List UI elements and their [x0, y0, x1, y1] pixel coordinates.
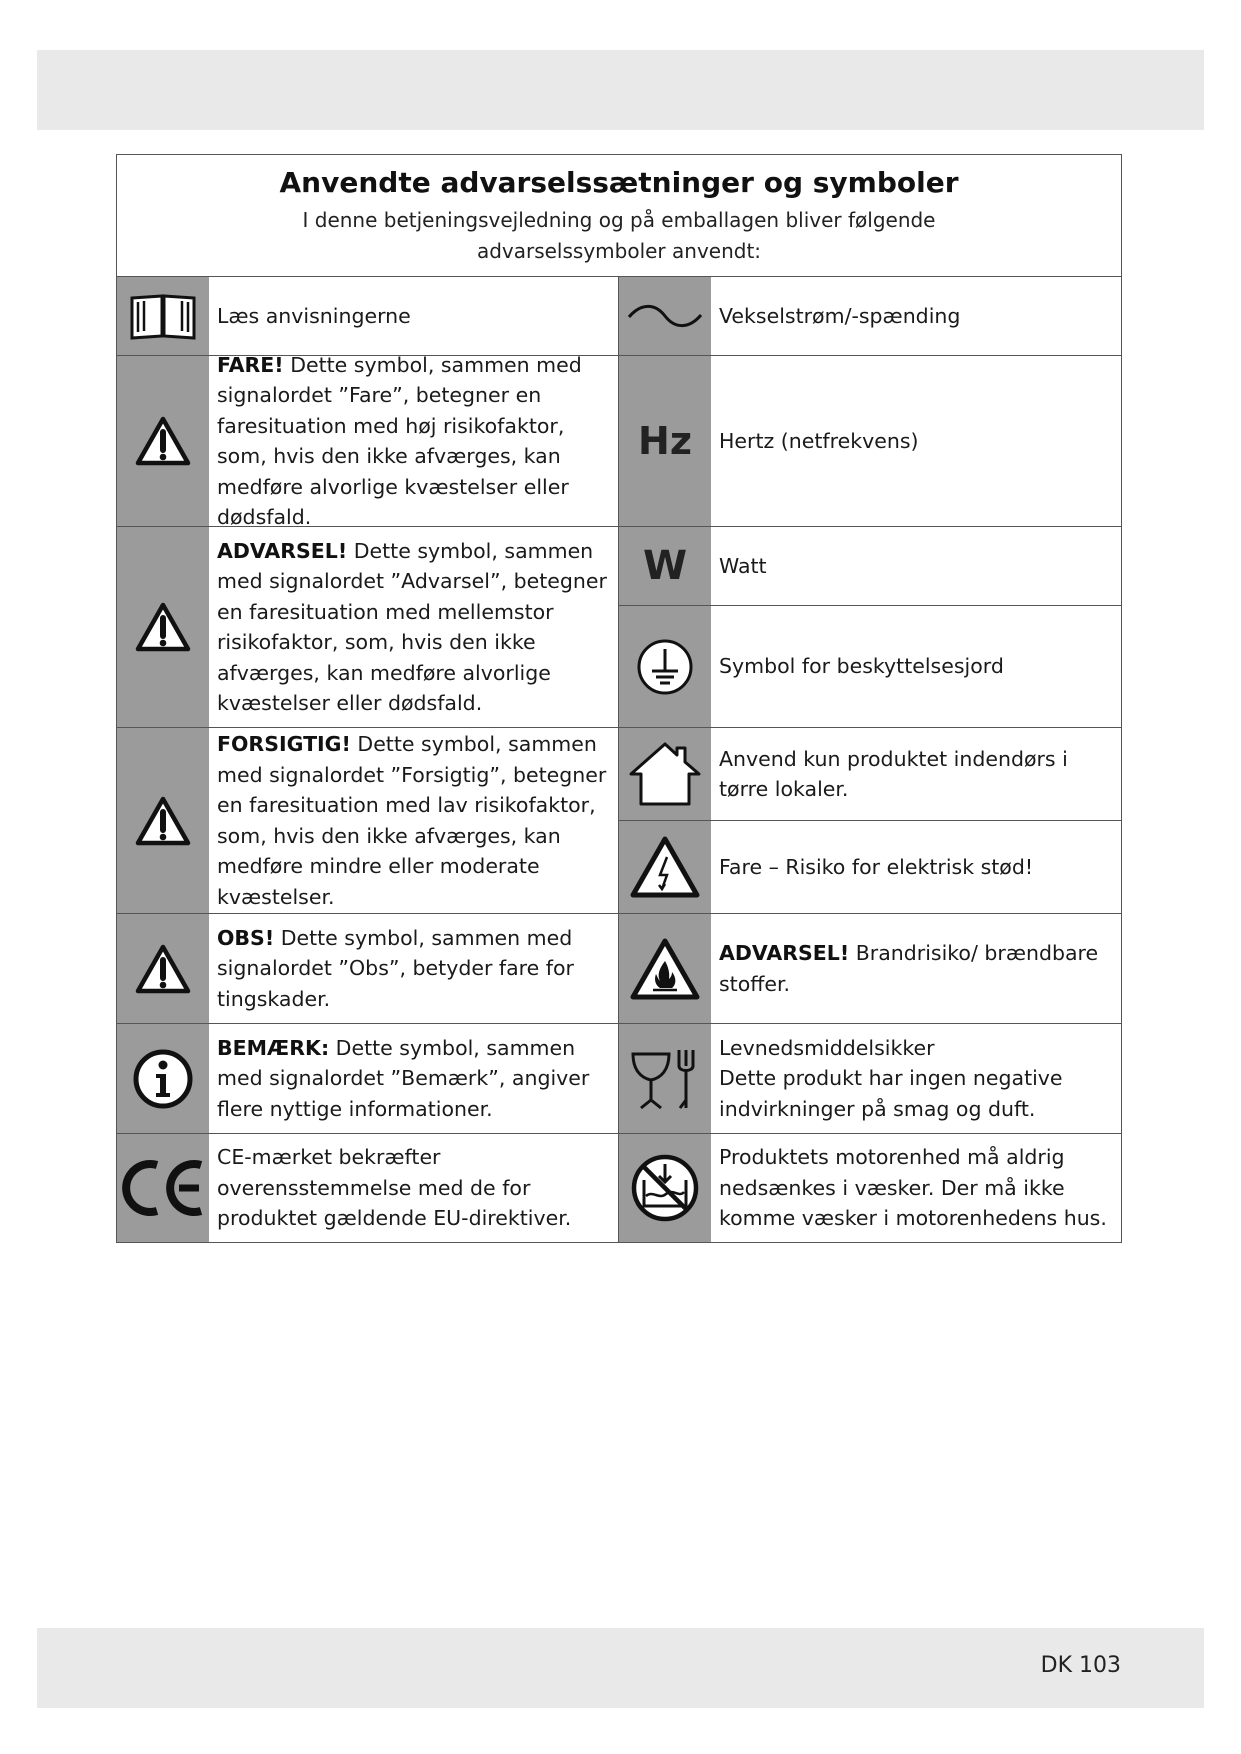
signal-word: OBS!	[217, 925, 275, 950]
symbol-description: Dette symbol, sammen med signalordet ”Bemærk”, angiver flere nyttige informationer.	[217, 1035, 590, 1121]
signal-word: ADVARSEL!	[719, 941, 850, 965]
symbol-description: Vekselstrøm/-spænding	[719, 303, 961, 328]
top-band	[37, 50, 1204, 130]
symbol-row	[619, 606, 1121, 728]
food-safe-icon	[619, 1024, 711, 1133]
signal-word: FARE!	[217, 352, 284, 377]
table-subtitle: I denne betjeningsvejledning og på emballagen bliver følgende advarselssymboler anvendt:	[302, 208, 936, 263]
symbol-row	[619, 821, 1121, 914]
book-icon	[117, 277, 209, 355]
symbol-description-detail: Dette produkt har ingen negative indvirkninger på smag og duft.	[719, 1066, 1063, 1121]
ce-mark-icon	[117, 1134, 209, 1242]
symbol-row	[619, 914, 1121, 1024]
symbol-description: Dette symbol, sammen med signalordet ”Obs”, betyder fare for tingskader.	[217, 925, 574, 1011]
symbol-row	[619, 356, 1121, 527]
right-column	[619, 277, 1121, 1242]
symbol-row	[619, 1134, 1121, 1242]
symbol-description: Læs anvisningerne	[217, 303, 411, 328]
symbol-row	[117, 352, 618, 529]
symbol-row	[117, 728, 618, 914]
symbol-description: Anvend kun produktet indendørs i tørre lokaler.	[719, 746, 1068, 801]
info-icon	[117, 1024, 209, 1133]
fire-warning-icon	[619, 914, 711, 1023]
watt-icon: W	[619, 527, 711, 605]
symbol-row	[117, 1024, 618, 1134]
bottom-band	[37, 1628, 1204, 1708]
symbol-description: Hertz (netfrekvens)	[719, 428, 919, 453]
warning-icon	[117, 728, 209, 913]
signal-word: BEMÆRK:	[217, 1035, 330, 1060]
symbol-description: Dette symbol, sammen med signalordet ”Fare”, betegner en faresituation med høj risikofaktor, som, hvis den ikke afværges, kan medføre alvorlige kvæstelser eller dødsfald.	[217, 352, 582, 529]
earth-ground-icon	[619, 606, 711, 727]
signal-word: FORSIGTIG!	[217, 732, 351, 756]
page-number: DK 103	[1040, 1653, 1121, 1678]
left-column	[117, 277, 619, 1242]
warning-icon	[117, 527, 209, 727]
symbol-description: Produktets motorenhed må aldrig nedsænkes i væsker. Der må ikke komme væsker i motorenhedens hus.	[719, 1145, 1107, 1231]
symbol-description: Symbol for beskyttelsesjord	[719, 654, 1004, 679]
symbol-description: Fare – Risiko for elektrisk stød!	[719, 854, 1034, 879]
warning-symbols-table	[116, 154, 1122, 1243]
warning-icon	[117, 914, 209, 1023]
symbol-row	[619, 1024, 1121, 1134]
symbol-row	[619, 728, 1121, 821]
symbol-row	[619, 277, 1121, 356]
symbol-row	[117, 527, 618, 728]
symbol-description: Brandrisiko/ brændbare stoffer.	[719, 941, 1099, 996]
no-immersion-icon	[619, 1134, 711, 1242]
house-icon	[619, 728, 711, 820]
ac-wave-icon	[619, 277, 711, 355]
warning-icon	[117, 356, 209, 526]
symbol-description: Dette symbol, sammen med signalordet ”Forsigtig”, betegner en faresituation med lav risikofaktor, som, hvis den ikke afværges, kan medføre mindre eller moderate kvæstelser.	[217, 732, 607, 909]
electric-warning-icon	[619, 821, 711, 913]
symbol-description: Levnedsmiddelsikker	[719, 1035, 935, 1060]
symbol-row	[619, 527, 1121, 606]
symbol-description: Watt	[719, 553, 767, 578]
symbol-row	[117, 1134, 618, 1242]
table-title: Anvendte advarselssætninger og symboler	[279, 166, 959, 199]
symbol-description: Dette symbol, sammen med signalordet ”Advarsel”, betegner en faresituation med mellemstor risikofaktor, som, hvis den ikke afværges, kan medføre alvorlige kvæstelser eller dødsfald.	[217, 538, 607, 715]
hz-icon: Hz	[619, 356, 711, 526]
symbol-row	[117, 914, 618, 1024]
symbol-description: CE-mærket bekræfter overensstemmelse med de for produktet gældende EU-direktiver.	[217, 1145, 572, 1231]
symbol-row	[117, 277, 618, 356]
table-header	[117, 155, 1121, 277]
signal-word: ADVARSEL!	[217, 538, 348, 563]
